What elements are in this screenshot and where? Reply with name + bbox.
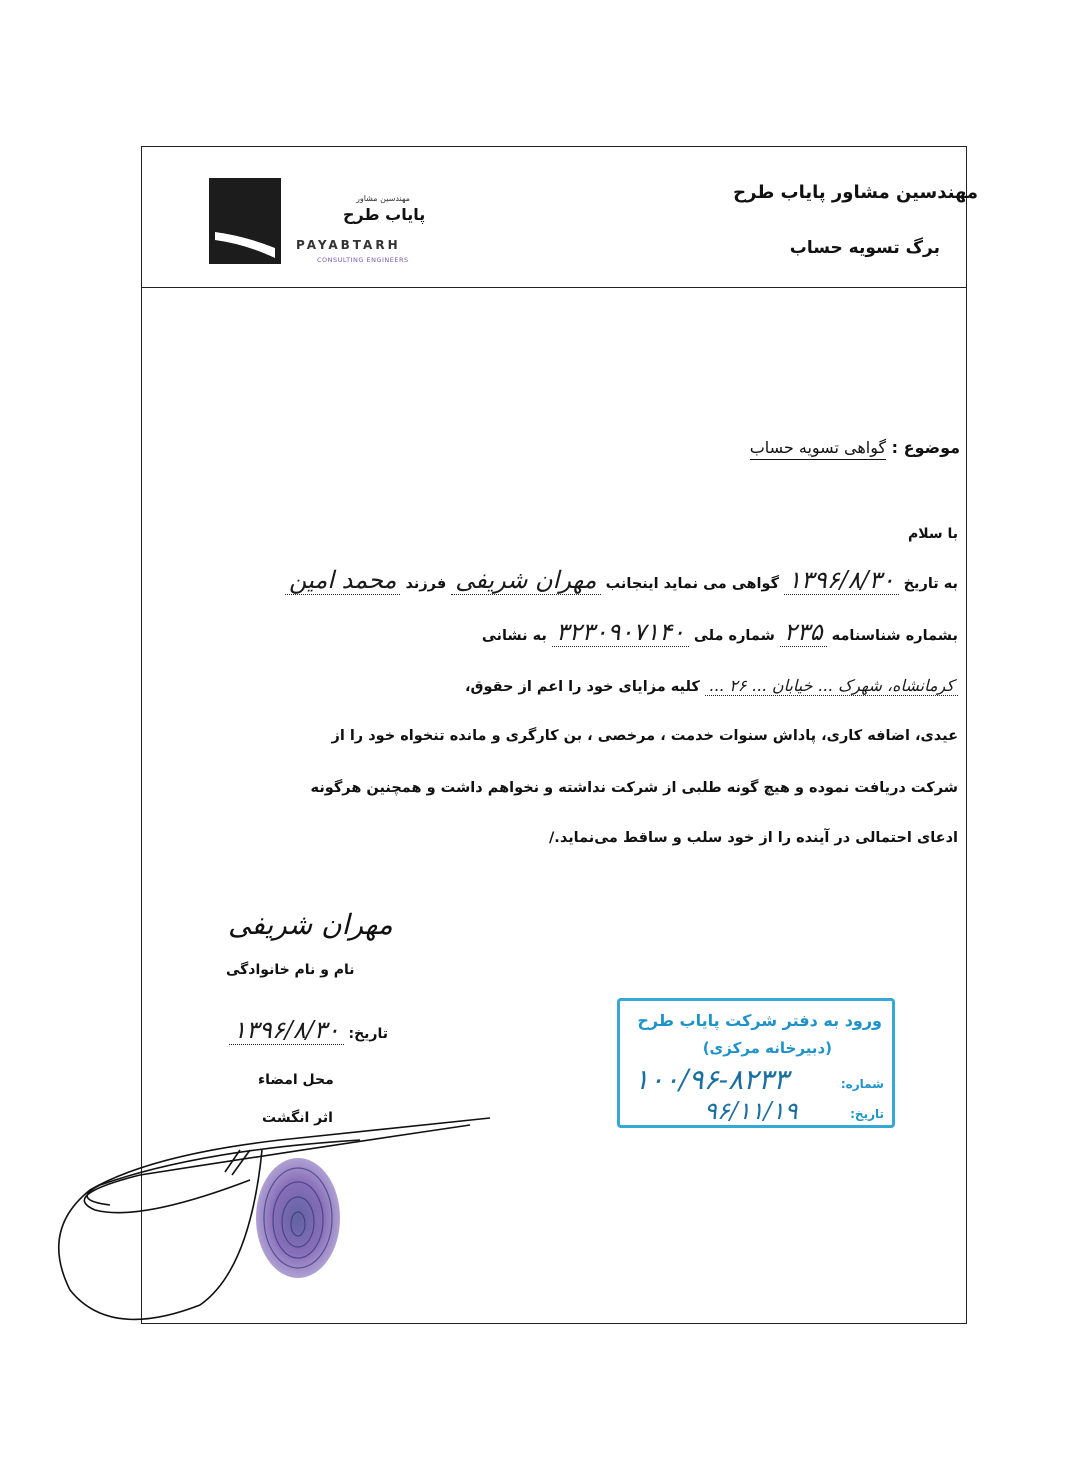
stamp-subtitle: (دبیرخانه مرکزی) <box>702 1039 832 1057</box>
text-address-label: به نشانی <box>481 628 547 644</box>
greeting: با سلام <box>907 526 958 542</box>
text-national-id-label: شماره ملی <box>693 628 775 644</box>
fingerprint-icon <box>256 1158 340 1278</box>
logo-subtitle-en: CONSULTING ENGINEERS <box>317 256 409 264</box>
text-child-of: فرزند <box>405 576 447 592</box>
text-benefits: کلیه مزایای خود را اعم از حقوق، <box>465 679 700 695</box>
body-line-4: عیدی، اضافه کاری، پاداش سنوات خدمت ، مرخصی ، بن کارگری و مانده تنخواه خود را از <box>331 728 958 744</box>
name-label: نام و نام خانوادگی <box>226 962 355 978</box>
stamp-date-value: ۹۶/۱۱/۱۹ <box>704 1097 798 1125</box>
handwritten-person-name: مهران شریفی <box>451 566 600 595</box>
company-name: مهندسین مشاور پایاب طرح <box>733 182 978 203</box>
sign-place-label: محل امضاء <box>258 1072 334 1088</box>
stamp-title: ورود به دفتر شرکت پایاب طرح <box>637 1011 882 1030</box>
logo-name-en: PAYABTARH <box>296 238 401 252</box>
handwritten-signature-name: مهران شریفی <box>228 908 393 941</box>
stamp-number-label: شماره: <box>840 1077 884 1091</box>
form-title: برگ تسویه حساب <box>789 238 940 258</box>
office-entry-stamp <box>617 998 895 1128</box>
stamp-number-value: ۱۰۰/۹۶-۸۲۳۳ <box>634 1063 789 1096</box>
subject-label: موضوع : <box>891 438 960 457</box>
text-id-label: بشماره شناسنامه <box>831 628 958 644</box>
date-label: تاریخ: <box>348 1026 388 1042</box>
handwritten-id-number: ۲۳۵ <box>780 618 827 647</box>
subject-value: گواهی تسویه حساب <box>750 438 886 460</box>
body-line-5: شرکت دریافت نموده و هیچ گونه طلبی از شرکت نداشته و نخواهم داشت و همچنین هرگونه <box>310 780 958 796</box>
text-date-label: به تاریخ <box>903 576 958 592</box>
handwritten-sign-date: ۱۳۹۶/۸/۳۰ <box>229 1016 343 1045</box>
fingerprint-label: اثر انگشت <box>262 1110 333 1126</box>
handwritten-date: ۱۳۹۶/۸/۳۰ <box>784 566 898 595</box>
handwritten-national-id: ۳۲۳۰۹۰۷۱۴۰ <box>552 618 689 647</box>
logo-subtitle-fa: مهندسین مشاور <box>356 194 410 203</box>
text-certify: گواهی می نماید اینجانب <box>605 576 780 592</box>
body-line-6: ادعای احتمالی در آینده را از خود سلب و ساقط می‌نماید./ <box>549 830 958 846</box>
stamp-date-label: تاریخ: <box>850 1107 884 1121</box>
handwritten-father-name: محمد امین <box>285 566 400 595</box>
handwritten-address: کرمانشاه، شهرک ... خیابان ... ۲۶ ... <box>705 676 958 696</box>
logo-name-fa: پایاب طرح <box>343 205 426 224</box>
